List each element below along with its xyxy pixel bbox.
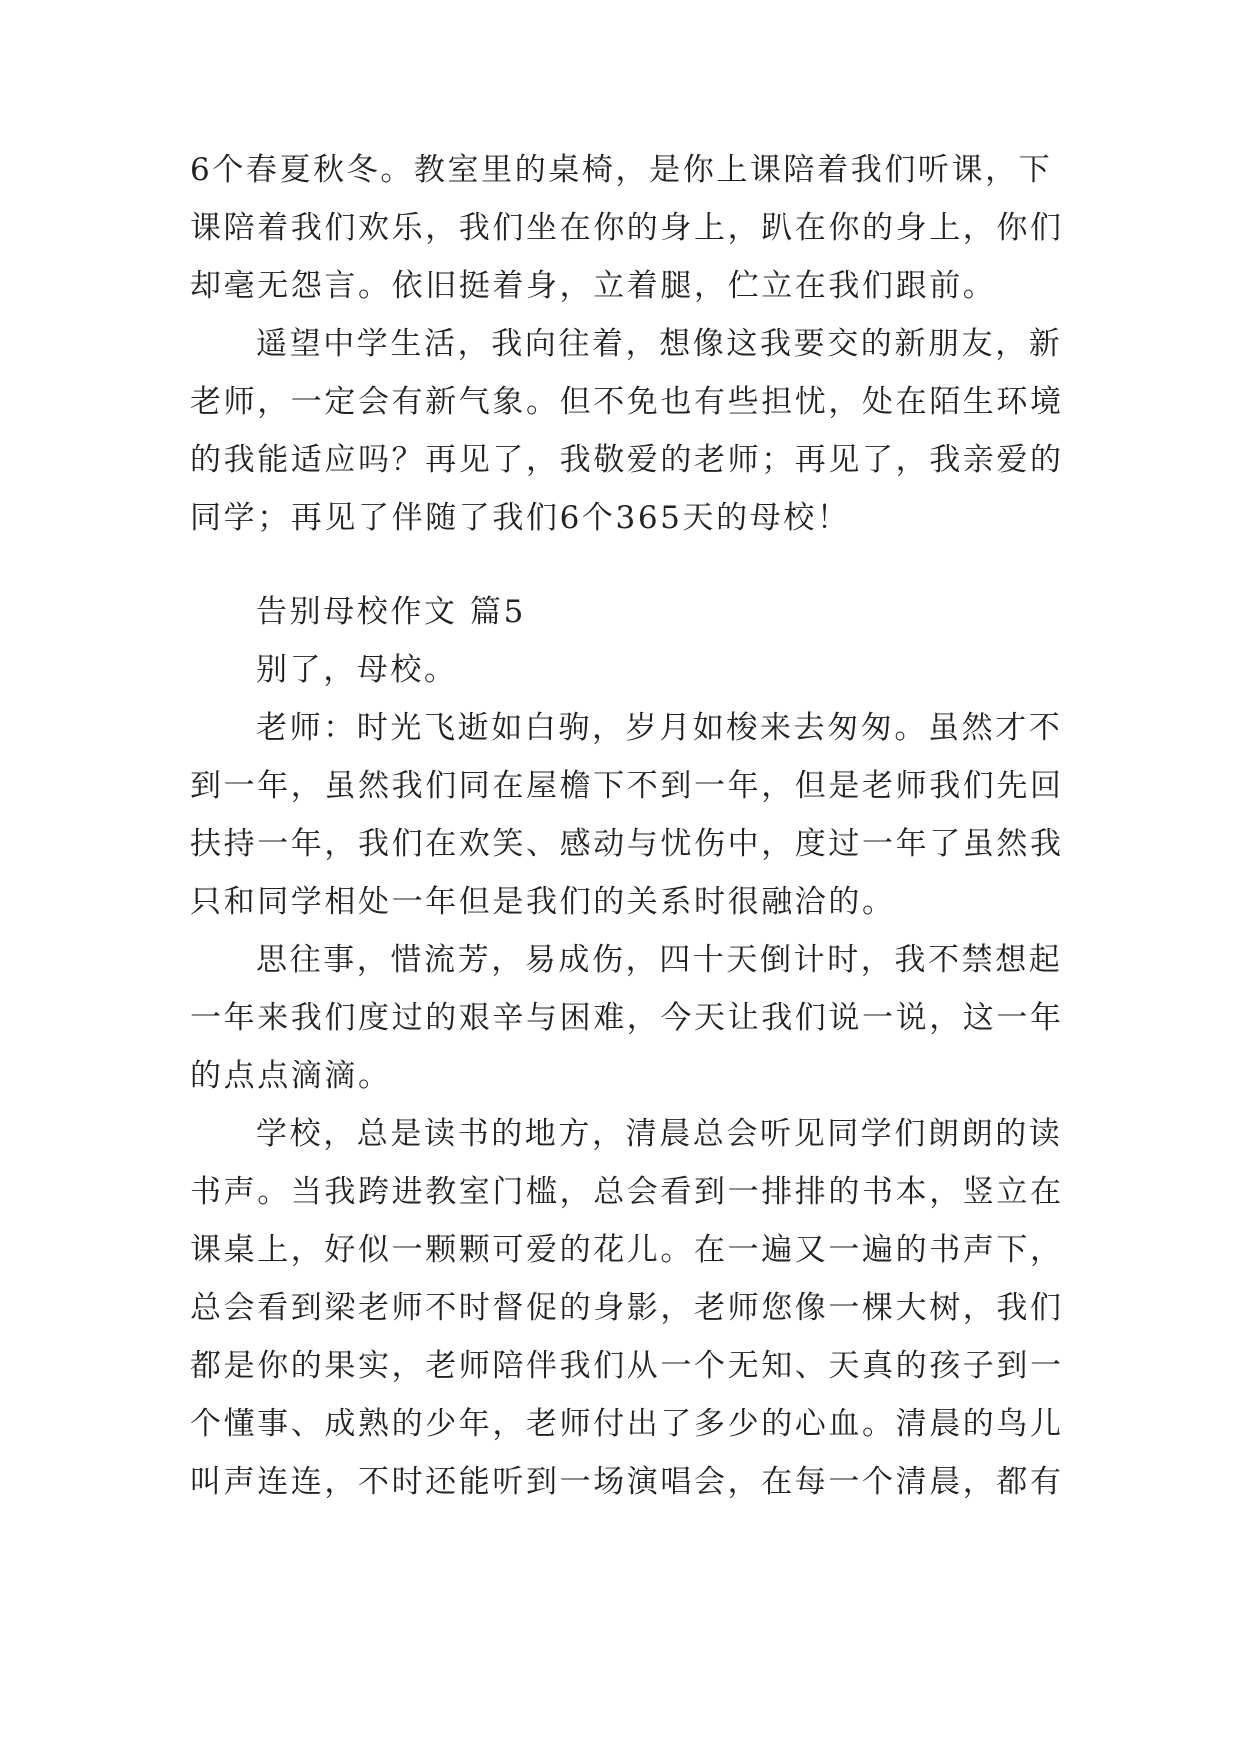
paragraph-line: 老师，一定会有新气象。但不免也有些担忧，处在陌生环境 (190, 384, 1064, 420)
paragraph-line: 的我能适应吗？再见了，我敬爱的老师；再见了，我亲爱的 (190, 442, 1064, 478)
paragraph-line: 到一年，虽然我们同在屋檐下不到一年，但是老师我们先回 (190, 768, 1064, 804)
paragraph-line: 思往事，惜流芳，易成伤，四十天倒计时，我不禁想起 (256, 942, 1063, 978)
paragraph-line: 叫声连连，不时还能听到一场演唱会，在每一个清晨，都有 (190, 1464, 1064, 1500)
paragraph-line: 总会看到梁老师不时督促的身影，老师您像一棵大树，我们 (190, 1290, 1064, 1326)
paragraph-line: 学校，总是读书的地方，清晨总会听见同学们朗朗的读 (256, 1116, 1063, 1152)
paragraph-line: 却毫无怨言。依旧挺着身，立着腿，伫立在我们跟前。 (190, 268, 997, 304)
paragraph-line: 的点点滴滴。 (190, 1058, 392, 1094)
paragraph-line: 同学；再见了伴随了我们6个365天的母校！ (190, 500, 851, 536)
paragraph-line: 都是你的果实，老师陪伴我们从一个无知、天真的孩子到一 (190, 1348, 1064, 1384)
paragraph-line: 6个春夏秋冬。教室里的桌椅，是你上课陪着我们听课，下 (190, 152, 1053, 188)
paragraph-line: 别了，母校。 (256, 652, 458, 688)
paragraph-line: 扶持一年，我们在欢笑、感动与忧伤中，度过一年了虽然我 (190, 826, 1064, 862)
paragraph-line: 课陪着我们欢乐，我们坐在你的身上，趴在你的身上，你们 (190, 210, 1064, 246)
paragraph-line: 课桌上，好似一颗颗可爱的花儿。在一遍又一遍的书声下， (190, 1232, 1064, 1268)
paragraph-line: 个懂事、成熟的少年，老师付出了多少的心血。清晨的鸟儿 (190, 1406, 1064, 1442)
paragraph-line: 只和同学相处一年但是我们的关系时很融洽的。 (190, 884, 896, 920)
paragraph-line: 一年来我们度过的艰辛与困难，今天让我们说一说，这一年 (190, 1000, 1064, 1036)
paragraph-line: 遥望中学生活，我向往着，想像这我要交的新朋友，新 (256, 326, 1063, 362)
section-heading: 告别母校作文 篇5 (256, 594, 526, 630)
paragraph-line: 书声。当我跨进教室门槛，总会看到一排排的书本，竖立在 (190, 1174, 1064, 1210)
paragraph-line: 老师：时光飞逝如白驹，岁月如梭来去匆匆。虽然才不 (256, 710, 1063, 746)
